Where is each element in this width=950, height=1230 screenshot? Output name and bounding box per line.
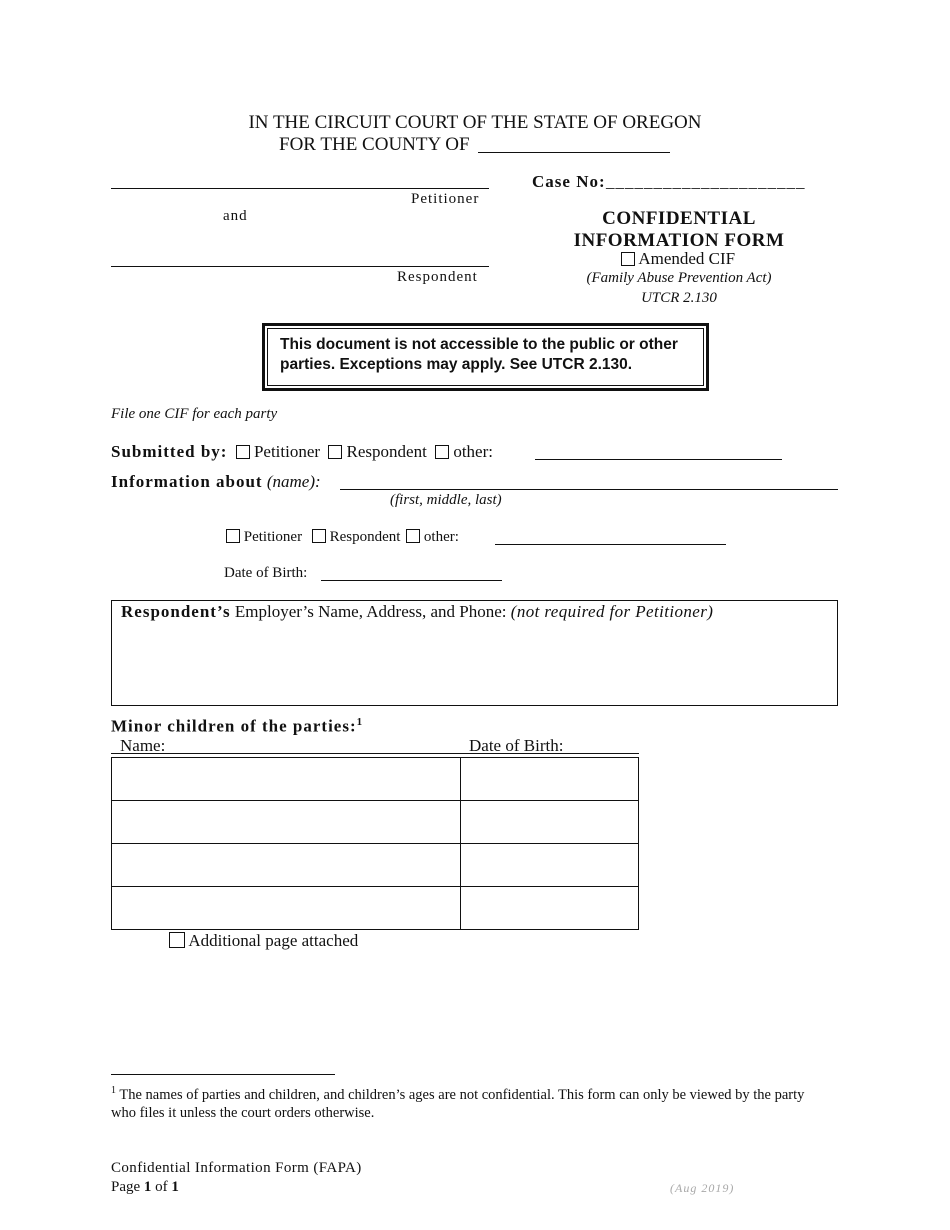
party-name-field[interactable] [340, 489, 838, 490]
page-current: 1 [143, 1179, 152, 1195]
submitted-petitioner-label: Petitioner [253, 442, 321, 461]
footnote-mark: 1 [111, 1085, 116, 1096]
amended-cif-label: Amended CIF [638, 249, 736, 268]
dob-label: Date of Birth: [224, 565, 308, 581]
name-format-hint: (first, middle, last) [390, 492, 502, 508]
submitted-other-field[interactable] [535, 459, 782, 460]
child-dob-cell[interactable] [461, 887, 639, 930]
court-name: IN THE CIRCUIT COURT OF THE STATE OF OREGON [248, 112, 702, 133]
table-row [112, 758, 639, 801]
page-of: of [155, 1179, 168, 1195]
child-name-cell[interactable] [112, 801, 461, 844]
submitted-petitioner-checkbox[interactable] [236, 445, 250, 459]
child-dob-cell[interactable] [461, 801, 639, 844]
additional-page-label: Additional page attached [188, 931, 359, 950]
submitted-other-label: other: [453, 442, 493, 461]
footer-page-number [111, 1179, 179, 1196]
about-other-label: other: [423, 529, 459, 545]
about-other-checkbox[interactable] [406, 529, 420, 543]
about-petitioner-label: Petitioner [243, 529, 303, 545]
respondent-name-field[interactable] [111, 266, 489, 267]
footnote [111, 1082, 831, 1122]
information-about-label: Information about [111, 472, 263, 491]
employer-note: (not required for Petitioner) [510, 602, 714, 621]
county-label: FOR THE COUNTY OF [279, 134, 470, 155]
amended-cif-option[interactable] [621, 249, 735, 269]
information-about-name-hint: (name): [266, 472, 321, 491]
footnote-text: The names of parties and children, and children’s ages are not confidential. This form can only be viewed by the party who files it unless the court orders otherwise. [111, 1086, 805, 1121]
child-dob-cell[interactable] [461, 758, 639, 801]
table-row [112, 801, 639, 844]
act-name: (Family Abuse Prevention Act) [586, 270, 772, 286]
children-header-rule [111, 753, 639, 754]
page-total: 1 [171, 1179, 179, 1195]
additional-page-checkbox[interactable] [169, 932, 185, 948]
employer-respondent-label: Respondent’s [121, 602, 231, 621]
case-no-label: Case No: [532, 172, 606, 191]
submitted-by-row [111, 442, 493, 462]
children-footnote-ref: 1 [356, 716, 364, 728]
child-name-cell[interactable] [112, 887, 461, 930]
submitted-by-label: Submitted by: [111, 442, 228, 461]
page-prefix: Page [111, 1179, 141, 1195]
children-heading-text: Minor children of the parties: [111, 716, 357, 736]
party-role-row [226, 529, 459, 546]
case-no-field[interactable]: _____________________ [606, 172, 806, 191]
form-title-line2: INFORMATION FORM [573, 230, 785, 251]
children-heading [111, 716, 363, 737]
child-dob-cell[interactable] [461, 844, 639, 887]
about-respondent-checkbox[interactable] [312, 529, 326, 543]
children-table [111, 757, 639, 930]
children-name-header: Name: [120, 736, 166, 755]
employer-info-box[interactable] [111, 600, 838, 706]
children-dob-header: Date of Birth: [469, 736, 564, 755]
submitted-respondent-checkbox[interactable] [328, 445, 342, 459]
employer-label: Employer’s Name, Address, and Phone: [234, 602, 507, 621]
child-name-cell[interactable] [112, 758, 461, 801]
and-caption: and [223, 208, 248, 224]
revision-date: (Aug 2019) [670, 1181, 735, 1195]
county-field[interactable] [478, 152, 670, 153]
table-row [112, 844, 639, 887]
filing-instructions: File one CIF for each party [111, 406, 278, 422]
form-title-line1: CONFIDENTIAL [602, 208, 756, 229]
footer-form-name: Confidential Information Form (FAPA) [111, 1160, 362, 1176]
notice-line2: parties. Exceptions may apply. See UTCR 2.130. [280, 356, 633, 373]
about-other-field[interactable] [495, 544, 726, 545]
dob-field[interactable] [321, 580, 502, 581]
submitted-respondent-label: Respondent [346, 442, 427, 461]
footnote-rule [111, 1074, 335, 1075]
confidentiality-notice [262, 323, 709, 391]
petitioner-name-field[interactable] [111, 188, 489, 189]
petitioner-caption: Petitioner [411, 191, 480, 207]
submitted-other-checkbox[interactable] [435, 445, 449, 459]
amended-cif-checkbox[interactable] [621, 252, 635, 266]
information-about-row [111, 472, 321, 492]
about-petitioner-checkbox[interactable] [226, 529, 240, 543]
about-respondent-label: Respondent [329, 529, 401, 545]
table-row [112, 887, 639, 930]
utcr-rule: UTCR 2.130 [641, 290, 717, 306]
child-name-cell[interactable] [112, 844, 461, 887]
additional-page-option[interactable] [169, 931, 358, 951]
respondent-caption: Respondent [397, 269, 478, 285]
notice-line1: This document is not accessible to the public or other [280, 336, 678, 353]
